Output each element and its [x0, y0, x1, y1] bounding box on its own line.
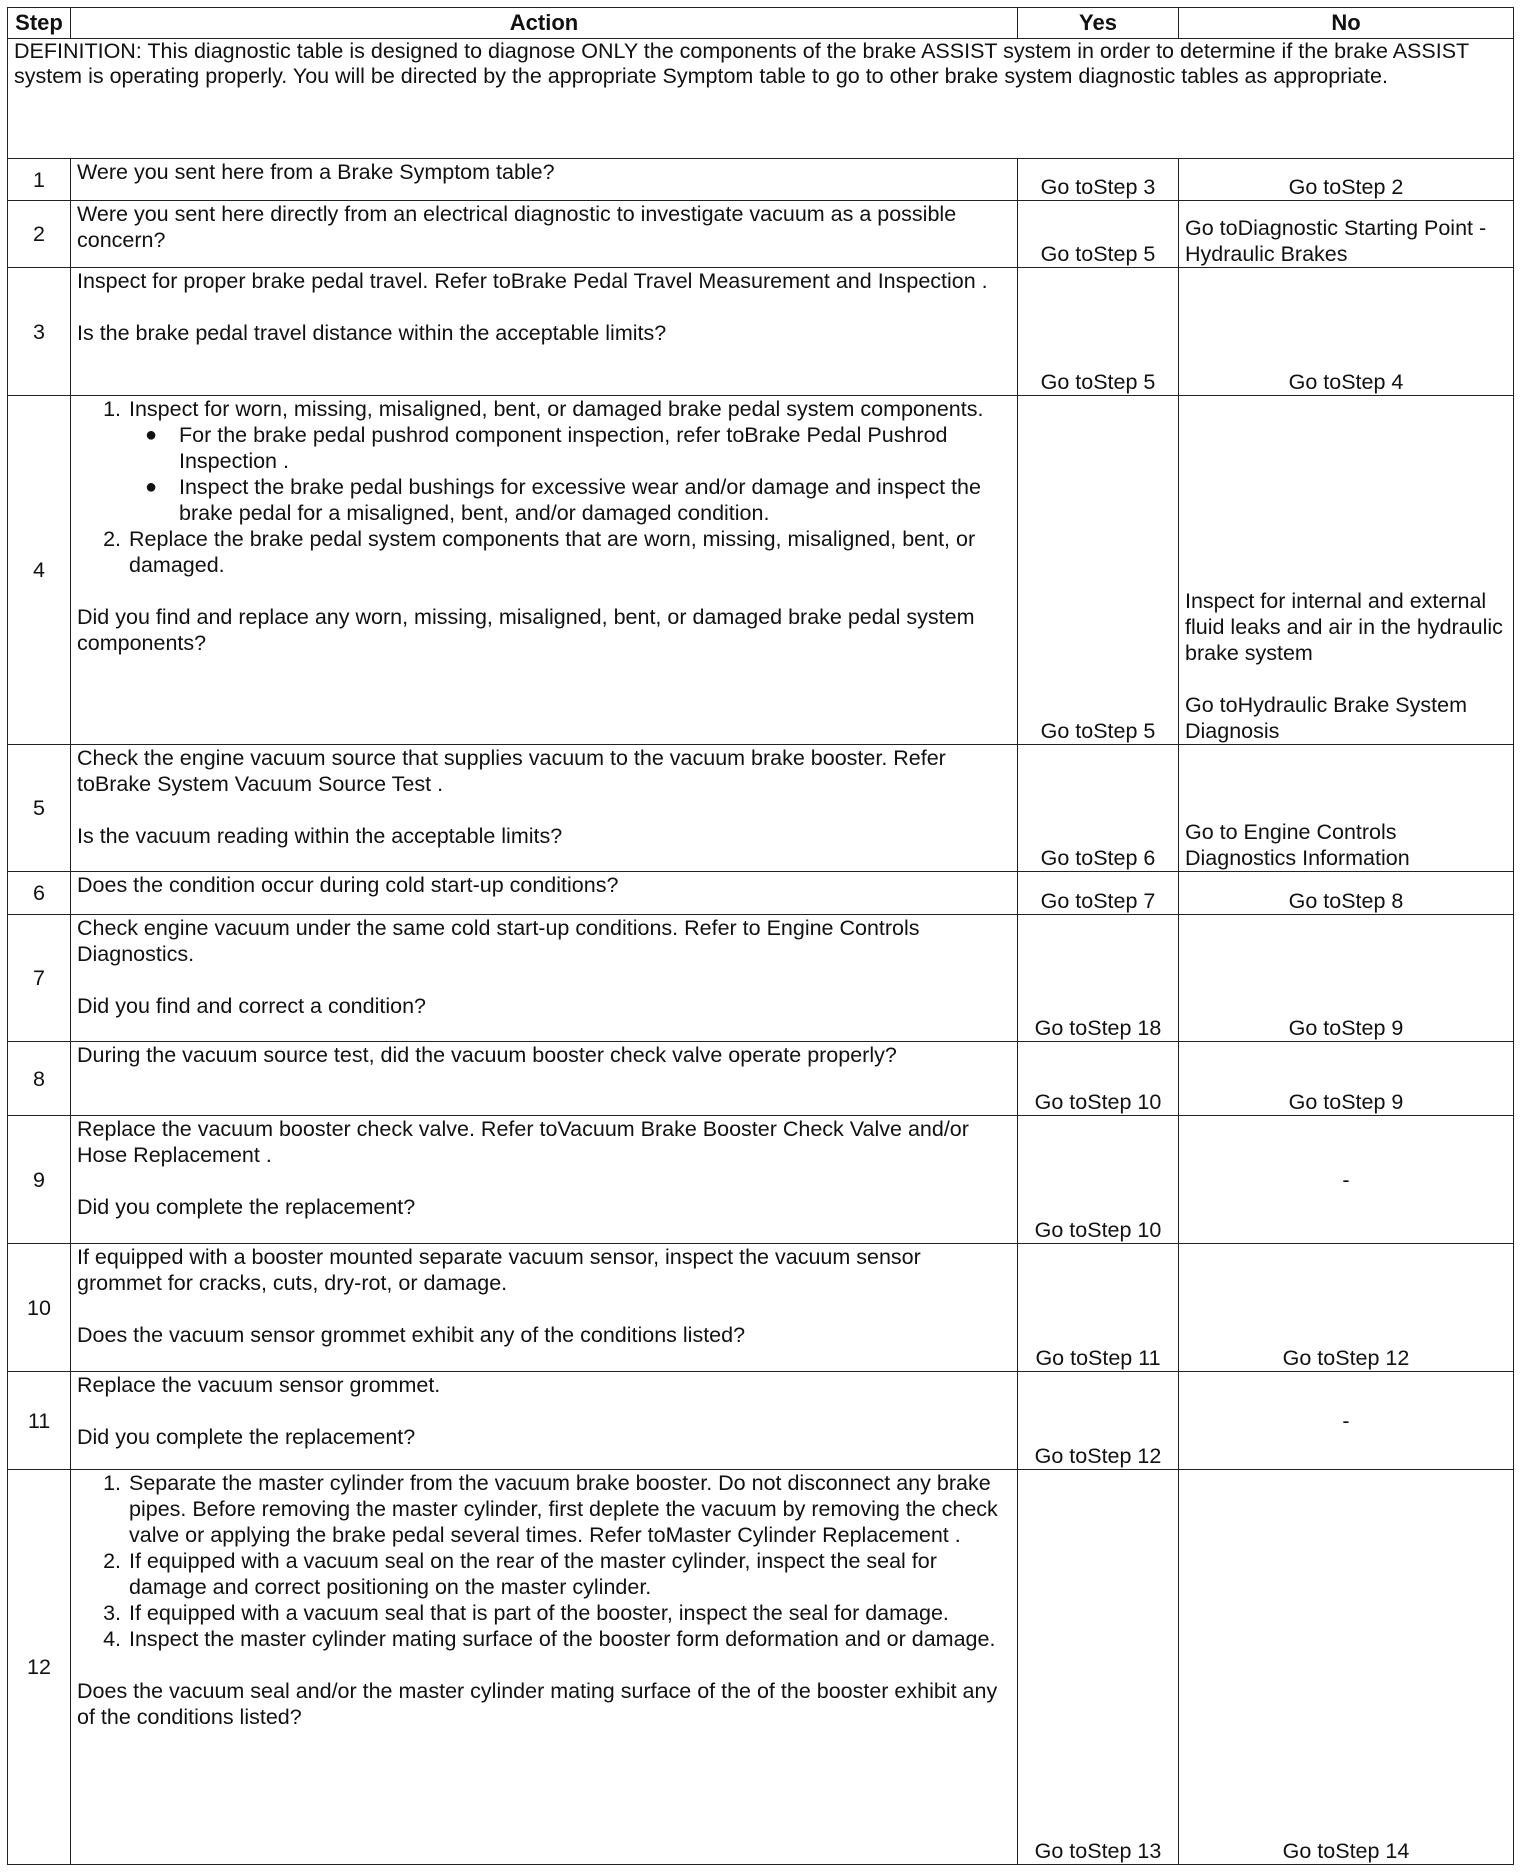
yes-cell: Go toStep 5 — [1018, 396, 1179, 745]
step-number: 6 — [8, 872, 71, 915]
action-instruction: Inspect for proper brake pedal travel. Refer toBrake Pedal Travel Measurement and Inspection . — [77, 269, 988, 293]
table-row — [8, 1116, 1514, 1244]
yes-cell: Go toStep 13 — [1018, 1470, 1179, 1865]
action-question: During the vacuum source test, did the vacuum booster check valve operate properly? — [77, 1043, 897, 1067]
step-number: 8 — [8, 1042, 71, 1116]
header-no: No — [1179, 8, 1514, 39]
header-step: Step — [8, 8, 71, 39]
action-instruction: Replace the vacuum sensor grommet. — [77, 1373, 441, 1397]
list-item — [127, 396, 1011, 526]
action-question: Did you complete the replacement? — [77, 1425, 416, 1449]
header-action: Action — [71, 8, 1018, 39]
action-instruction: Replace the vacuum booster check valve. Refer toVacuum Brake Booster Check Valve and/or Hose Replacement . — [77, 1117, 969, 1167]
yes-cell: Go toStep 3 — [1018, 159, 1179, 201]
diagnostic-table — [7, 7, 1514, 1865]
yes-cell: Go toStep 12 — [1018, 1372, 1179, 1470]
table-header-row — [8, 8, 1514, 39]
step-number: 2 — [8, 201, 71, 268]
action-question: Were you sent here directly from an electrical diagnostic to investigate vacuum as a possible concern? — [77, 202, 957, 252]
table-row — [8, 915, 1514, 1042]
list-item: 4. Inspect the master cylinder mating surface of the booster form deformation and or damage. — [127, 1626, 1011, 1652]
table-row — [8, 201, 1514, 268]
action-instruction: Check the engine vacuum source that supplies vacuum to the vacuum brake booster. Refer toBrake System Vacuum Source Test . — [77, 746, 946, 796]
table-row — [8, 268, 1514, 396]
step-number: 11 — [8, 1372, 71, 1470]
action-cell — [71, 872, 1018, 915]
yes-cell: Go toStep 5 — [1018, 201, 1179, 268]
no-cell: - — [1179, 1372, 1514, 1470]
diagnostic-document — [7, 7, 1513, 1865]
action-question: Did you find and correct a condition? — [77, 994, 426, 1018]
no-note: Inspect for internal and external fluid leaks and air in the hydraulic brake system — [1185, 589, 1503, 665]
no-cell: Go toStep 12 — [1179, 1244, 1514, 1372]
action-question: Does the vacuum sensor grommet exhibit any of the conditions listed? — [77, 1323, 746, 1347]
action-cell — [71, 915, 1018, 1042]
step-number: 3 — [8, 268, 71, 396]
list-item: 1. Separate the master cylinder from the vacuum brake booster. Do not disconnect any brake pipes. Before removing the master cylinder, first deplete the vacuum by removing the check valve or applying the brake pedal several times. Refer toMaster Cylinder Replacement . — [127, 1470, 1011, 1548]
no-cell: Go toStep 9 — [1179, 915, 1514, 1042]
table-row — [8, 159, 1514, 201]
action-cell — [71, 1244, 1018, 1372]
action-cell — [71, 1116, 1018, 1244]
step-number: 1 — [8, 159, 71, 201]
list-item: 2. Replace the brake pedal system components that are worn, missing, misaligned, bent, or damaged. — [127, 526, 1011, 578]
no-cell: Go toStep 8 — [1179, 872, 1514, 915]
no-target: Go toHydraulic Brake System Diagnosis — [1185, 693, 1467, 743]
yes-cell: Go toStep 10 — [1018, 1042, 1179, 1116]
yes-cell: Go toStep 7 — [1018, 872, 1179, 915]
bullet-item: ● For the brake pedal pushrod component inspection, refer toBrake Pedal Pushrod Inspection . — [177, 422, 1011, 474]
yes-cell: Go toStep 11 — [1018, 1244, 1179, 1372]
action-cell — [71, 159, 1018, 201]
yes-cell: Go toStep 10 — [1018, 1116, 1179, 1244]
definition-row — [8, 39, 1514, 159]
action-cell — [71, 745, 1018, 872]
step-number: 5 — [8, 745, 71, 872]
action-cell — [71, 1042, 1018, 1116]
no-cell: Go toStep 4 — [1179, 268, 1514, 396]
table-row — [8, 1372, 1514, 1470]
action-cell — [71, 201, 1018, 268]
yes-cell: Go toStep 5 — [1018, 268, 1179, 396]
no-cell: Go toStep 2 — [1179, 159, 1514, 201]
no-cell: Go toStep 14 — [1179, 1470, 1514, 1865]
no-cell — [1179, 396, 1514, 745]
action-cell — [71, 396, 1018, 745]
step-number: 12 — [8, 1470, 71, 1865]
step-number: 9 — [8, 1116, 71, 1244]
action-question: Is the brake pedal travel distance within the acceptable limits? — [77, 321, 667, 345]
yes-cell: Go toStep 6 — [1018, 745, 1179, 872]
action-cell — [71, 268, 1018, 396]
step-number: 10 — [8, 1244, 71, 1372]
action-cell — [71, 1372, 1018, 1470]
bullet-item: ● Inspect the brake pedal bushings for excessive wear and/or damage and inspect the brake pedal for a misaligned, bent, and/or damaged condition. — [177, 474, 1011, 526]
step-number: 7 — [8, 915, 71, 1042]
list-item: 2. If equipped with a vacuum seal on the rear of the master cylinder, inspect the seal for damage and correct positioning on the master cylinder. — [127, 1548, 1011, 1600]
action-question: Did you complete the replacement? — [77, 1195, 416, 1219]
table-row — [8, 1042, 1514, 1116]
table-row — [8, 745, 1514, 872]
action-question: Were you sent here from a Brake Symptom table? — [77, 160, 555, 184]
no-cell: Go toDiagnostic Starting Point - Hydraulic Brakes — [1179, 201, 1514, 268]
definition-text: DEFINITION: This diagnostic table is designed to diagnose ONLY the components of the brake ASSIST system in order to determine if the brake ASSIST system is operating properly. You will be directed by the appropriate Symptom table to go to other brake system diagnostic tables as appropriate. — [8, 39, 1514, 159]
action-question: Does the condition occur during cold start-up conditions? — [77, 873, 619, 897]
list-item-text: Inspect for worn, missing, misaligned, bent, or damaged brake pedal system components. — [129, 397, 984, 421]
list-item: 3. If equipped with a vacuum seal that is part of the booster, inspect the seal for damage. — [127, 1600, 1011, 1626]
table-row — [8, 396, 1514, 745]
action-question: Is the vacuum reading within the acceptable limits? — [77, 824, 563, 848]
action-instruction: If equipped with a booster mounted separate vacuum sensor, inspect the vacuum sensor grommet for cracks, cuts, dry-rot, or damage. — [77, 1245, 921, 1295]
no-cell: Go toStep 9 — [1179, 1042, 1514, 1116]
action-question: Does the vacuum seal and/or the master cylinder mating surface of the of the booster exhibit any of the conditions listed? — [77, 1679, 998, 1729]
action-question: Did you find and replace any worn, missing, misaligned, bent, or damaged brake pedal system components? — [77, 605, 975, 655]
table-row — [8, 1470, 1514, 1865]
step-number: 4 — [8, 396, 71, 745]
table-row — [8, 872, 1514, 915]
bullet-list — [129, 422, 1011, 526]
yes-cell: Go toStep 18 — [1018, 915, 1179, 1042]
header-yes: Yes — [1018, 8, 1179, 39]
procedure-list — [77, 1470, 1011, 1652]
no-cell: - — [1179, 1116, 1514, 1244]
no-cell: Go to Engine Controls Diagnostics Information — [1179, 745, 1514, 872]
action-instruction: Check engine vacuum under the same cold start-up conditions. Refer to Engine Controls Diagnostics. — [77, 916, 920, 966]
action-cell — [71, 1470, 1018, 1865]
table-row — [8, 1244, 1514, 1372]
procedure-list — [77, 396, 1011, 578]
